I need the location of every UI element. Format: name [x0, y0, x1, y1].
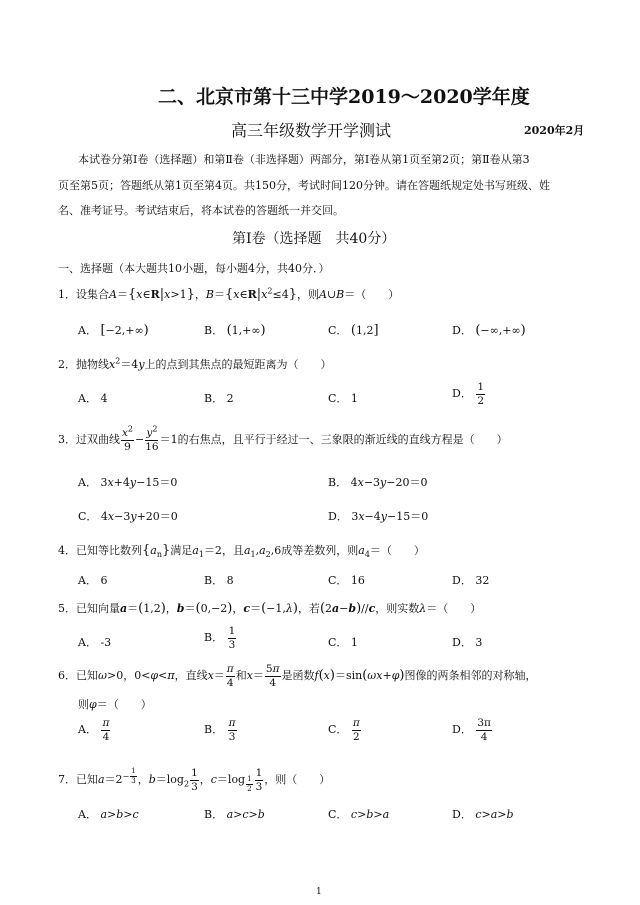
section-heading: 一、选择题（本大题共10小题，每小题4分，共40分．） [58, 262, 330, 275]
q4-option-a: A． 6 [78, 574, 108, 587]
q3-option-d: D． 3x−4y−15＝0 [328, 510, 429, 523]
q1-option-c: C． (1,2] [328, 323, 379, 338]
question-number: 4． [58, 544, 76, 557]
q5-option-c: C． 1 [328, 636, 358, 649]
q5-option-d: D． 3 [452, 636, 483, 649]
question-7: 7．已知$a=2^{- \frac{1}{3}}$ ，$b=\log_2$ $\frac{1}{3}$ ，c＝log $_{\frac{1}{2}}$ $\frac{1}{3}$ ，则（ ） [58, 767, 331, 793]
q6-option-b: B． $\frac{\pi}{3}$ [204, 717, 236, 743]
question-5: 5．已知向量a＝(1,2)，b＝(0,−2)，c＝(−1,λ)，若(2a−b)//c，则实数λ＝（ ） [58, 601, 482, 616]
q6-option-d: D． $\frac{3\pi}{4}$ [452, 717, 491, 743]
q7-option-a: A． a>b>c [78, 808, 139, 821]
question-number: 1． [58, 288, 76, 301]
q1-option-a: A． [−2,+∞) [78, 323, 149, 338]
q5-option-a: A． -3 [78, 636, 112, 649]
part-1-title: 第Ⅰ卷（选择题 共40分） [232, 231, 396, 247]
question-number: 7． [58, 773, 76, 787]
question-1: 1．设集合A＝{x∈R|x>1}，$B=\{x\in R|x^2\le 4\}$，则A∪B＝（ ） [58, 286, 400, 302]
page-number: 1 [316, 887, 322, 897]
question-number: 6． [58, 669, 76, 682]
exam-subtitle: 高三年级数学开学测试 [231, 121, 392, 140]
q7-option-d: D． c>a>b [452, 808, 514, 821]
q4-option-c: C． 16 [328, 574, 365, 587]
q2-option-b: B． 2 [204, 392, 234, 405]
q5-option-b: B． $\frac{1}{3}$ [204, 625, 236, 651]
question-6-line-2: 则φ＝（ ） [78, 698, 152, 711]
q2-option-d: D． $\frac{1}{2}$ [452, 381, 485, 407]
q7-option-b: B． a>c>b [204, 808, 265, 821]
question-number: 2． [58, 358, 76, 371]
q4-option-b: B． 8 [204, 574, 234, 587]
q1-option-b: B． (1,+∞) [204, 323, 266, 338]
math-expr: A [109, 288, 117, 301]
intro-line-2: 页至第5页；答题纸从第1页至第4页。共150分，考试时间120分钟。请在答题纸规定处书写班级、姓 [58, 179, 550, 192]
q7-option-c: C． c>b>a [328, 808, 390, 821]
exam-date: 2020年2月 [524, 124, 585, 137]
q6-option-c: C． $\frac{\pi}{2}$ [328, 717, 360, 743]
question-number: 5． [58, 602, 76, 615]
q4-option-d: D． 32 [452, 574, 490, 587]
q3-option-b: B． 4x−3y−20＝0 [328, 476, 428, 489]
question-6: 6．已知ω>0，0<φ<π，直线x＝ $\frac{\pi}{4}$ 和x＝ $\frac{5\pi}{4}$ 是函数f(x)＝sin(ωx+φ)图像的两条相邻的对称轴， [58, 663, 537, 689]
question-4: 4．已知等比数列$\{a_n\}$满足$a_1=2$，且$a_1,a_2,6$成等差数列，则$a_4=$（ ） [58, 543, 425, 560]
q3-option-a: A． 3x+4y−15＝0 [78, 476, 178, 489]
q2-option-c: C． 1 [328, 392, 358, 405]
exam-title: 二、北京市第十三中学2019～2020学年度 [158, 86, 530, 108]
question-number: 3． [58, 433, 76, 446]
q6-option-a: A． $\frac{\pi}{4}$ [78, 717, 110, 743]
question-3: 3．过双曲线 $\frac{x^2}{9}$ − $\frac{y^2}{16}$ ＝1的右焦点，且平行于经过一、三象限的渐近线的直线方程是（ ） [58, 424, 508, 453]
intro-line-3: 名、准考证号。考试结束后，将本试卷的答题纸一并交回。 [58, 204, 344, 217]
intro-line-1: 本试卷分第Ⅰ卷（选择题）和第Ⅱ卷（非选择题）两部分，第Ⅰ卷从第1页至第2页；第Ⅱ卷从第3 [78, 153, 530, 166]
question-2: 2．抛物线$x^2=4y$上的点到其焦点的最短距离为（ ） [58, 356, 332, 371]
q2-option-a: A． 4 [78, 392, 108, 405]
q1-option-d: D． (−∞,+∞) [452, 323, 526, 338]
q3-option-c: C． 4x−3y+20＝0 [78, 510, 178, 523]
